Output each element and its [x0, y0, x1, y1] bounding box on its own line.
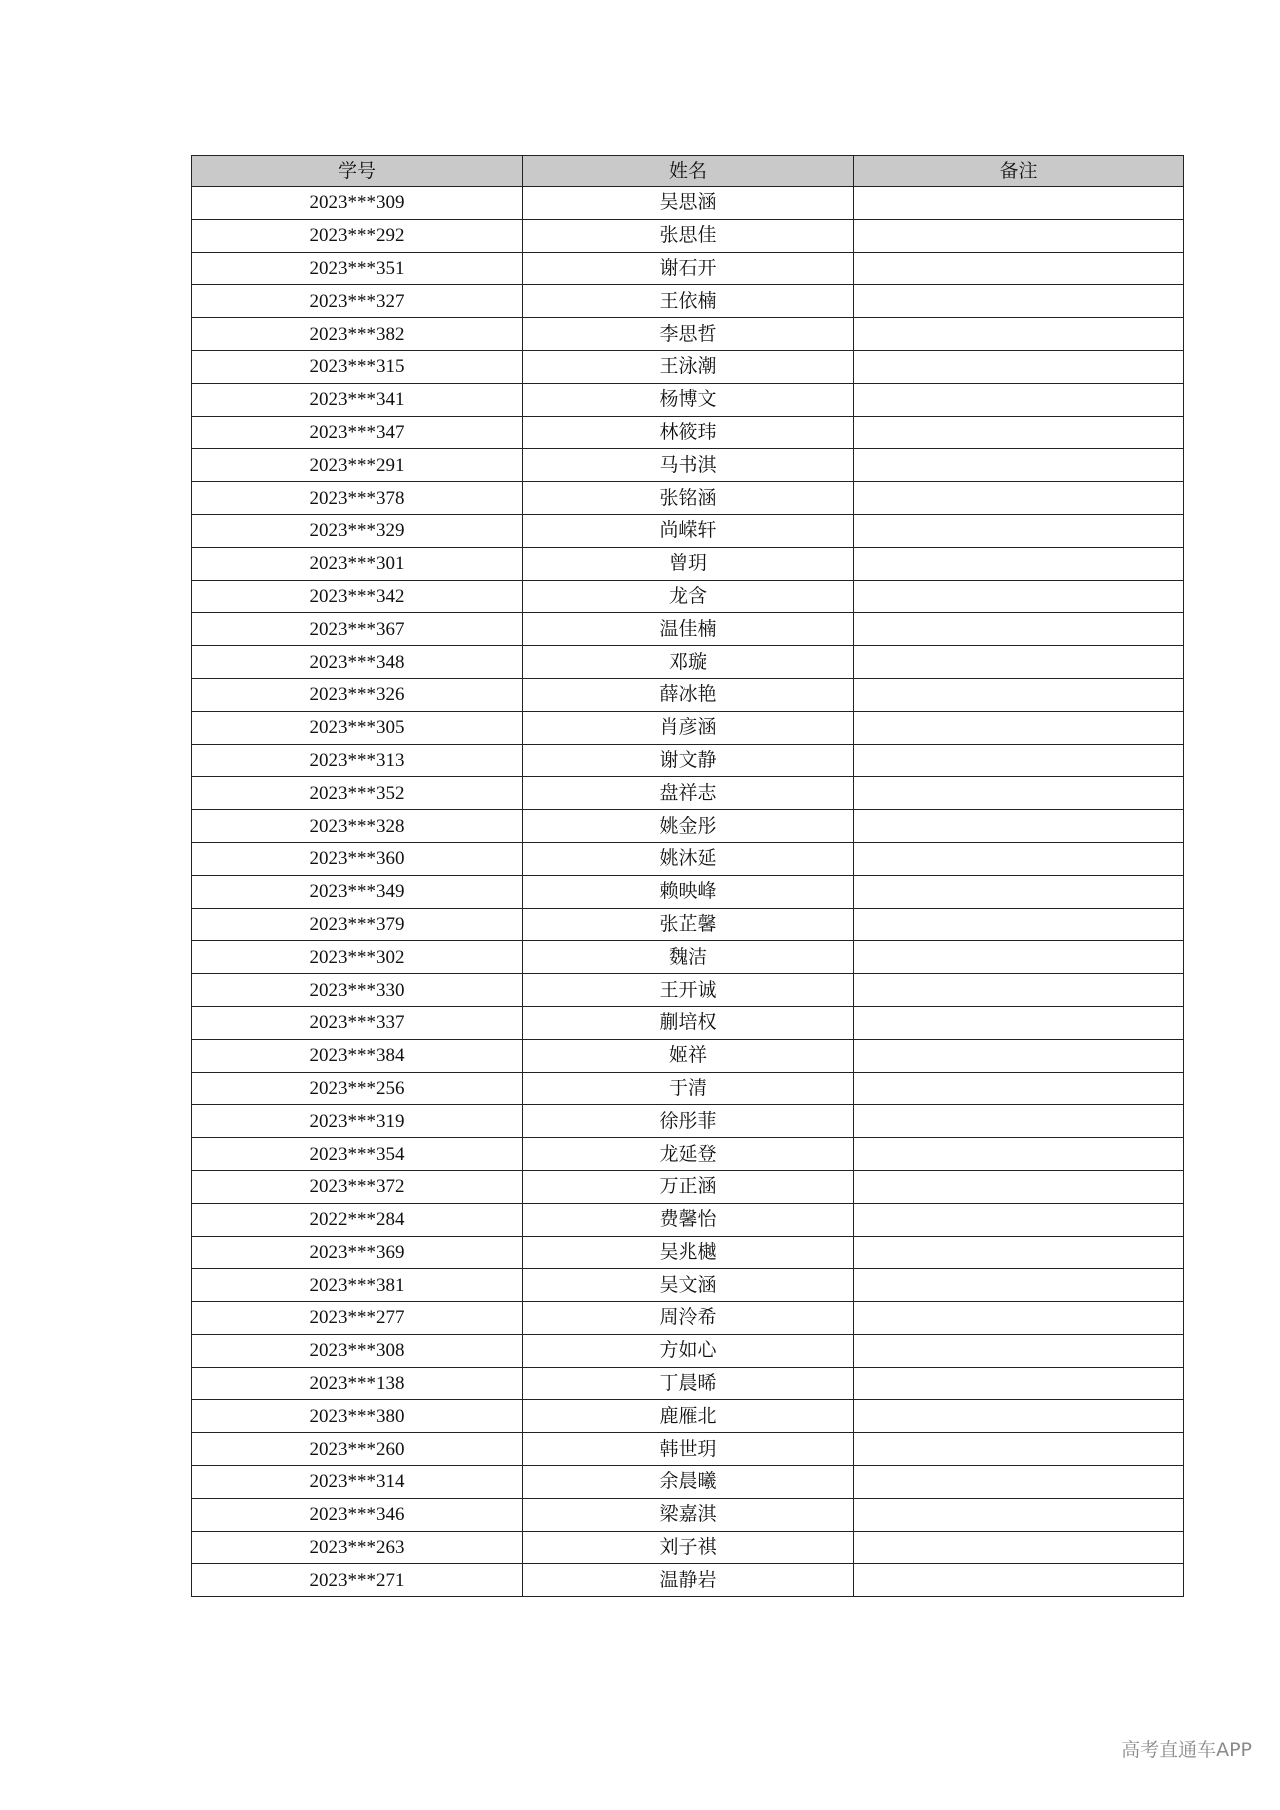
student-id-cell: 2023***378	[192, 482, 523, 515]
student-id-cell: 2023***315	[192, 350, 523, 383]
table-row	[192, 842, 1184, 875]
student-name-cell: 蒯培权	[523, 1006, 854, 1039]
remark-cell	[854, 252, 1184, 285]
remark-cell	[854, 1400, 1184, 1433]
student-id-cell: 2022***284	[192, 1203, 523, 1236]
student-id-cell: 2023***342	[192, 580, 523, 613]
remark-cell	[854, 318, 1184, 351]
student-id-cell: 2023***263	[192, 1531, 523, 1564]
remark-cell	[854, 1466, 1184, 1499]
student-id-cell: 2023***277	[192, 1302, 523, 1335]
header-name: 姓名	[523, 156, 854, 187]
table-row	[192, 875, 1184, 908]
table-row	[192, 514, 1184, 547]
remark-cell	[854, 350, 1184, 383]
remark-cell	[854, 547, 1184, 580]
student-id-cell: 2023***328	[192, 810, 523, 843]
student-name-cell: 温佳楠	[523, 613, 854, 646]
remark-cell	[854, 646, 1184, 679]
header-student-id: 学号	[192, 156, 523, 187]
student-name-cell: 梁嘉淇	[523, 1498, 854, 1531]
table-row	[192, 1170, 1184, 1203]
table-row	[192, 1072, 1184, 1105]
remark-cell	[854, 1531, 1184, 1564]
student-id-cell: 2023***341	[192, 383, 523, 416]
remark-cell	[854, 744, 1184, 777]
table-row	[192, 219, 1184, 252]
table-header	[192, 156, 1184, 187]
student-id-cell: 2023***313	[192, 744, 523, 777]
remark-cell	[854, 1039, 1184, 1072]
remark-cell	[854, 416, 1184, 449]
student-name-cell: 鹿雁北	[523, 1400, 854, 1433]
table-row	[192, 1564, 1184, 1597]
table-row	[192, 1367, 1184, 1400]
table-row	[192, 350, 1184, 383]
student-name-cell: 杨博文	[523, 383, 854, 416]
remark-cell	[854, 514, 1184, 547]
table-row	[192, 1433, 1184, 1466]
remark-cell	[854, 1367, 1184, 1400]
student-name-cell: 谢石开	[523, 252, 854, 285]
student-id-cell: 2023***384	[192, 1039, 523, 1072]
student-name-cell: 费馨怡	[523, 1203, 854, 1236]
remark-cell	[854, 974, 1184, 1007]
table-body	[192, 187, 1184, 1597]
student-name-cell: 丁晨晞	[523, 1367, 854, 1400]
student-id-cell: 2023***349	[192, 875, 523, 908]
table-row	[192, 777, 1184, 810]
table-row	[192, 383, 1184, 416]
table-row	[192, 974, 1184, 1007]
student-name-cell: 林筱玮	[523, 416, 854, 449]
student-id-cell: 2023***138	[192, 1367, 523, 1400]
student-id-cell: 2023***271	[192, 1564, 523, 1597]
remark-cell	[854, 810, 1184, 843]
header-remark: 备注	[854, 156, 1184, 187]
student-id-cell: 2023***351	[192, 252, 523, 285]
table-row	[192, 613, 1184, 646]
table-row	[192, 744, 1184, 777]
remark-cell	[854, 777, 1184, 810]
student-name-cell: 于清	[523, 1072, 854, 1105]
table-row	[192, 1203, 1184, 1236]
remark-cell	[854, 219, 1184, 252]
remark-cell	[854, 1105, 1184, 1138]
student-name-cell: 吴兆樾	[523, 1236, 854, 1269]
student-id-cell: 2023***292	[192, 219, 523, 252]
student-name-cell: 万正涵	[523, 1170, 854, 1203]
student-name-cell: 姚金彤	[523, 810, 854, 843]
student-id-cell: 2023***301	[192, 547, 523, 580]
table-row	[192, 941, 1184, 974]
student-name-cell: 王开诚	[523, 974, 854, 1007]
student-id-cell: 2023***329	[192, 514, 523, 547]
student-name-cell: 李思哲	[523, 318, 854, 351]
watermark-text: 高考直通车APP	[1121, 1739, 1252, 1761]
remark-cell	[854, 1564, 1184, 1597]
student-id-cell: 2023***381	[192, 1269, 523, 1302]
student-id-cell: 2023***309	[192, 187, 523, 220]
remark-cell	[854, 1498, 1184, 1531]
remark-cell	[854, 482, 1184, 515]
table-row	[192, 810, 1184, 843]
student-name-cell: 龙延登	[523, 1138, 854, 1171]
table-row	[192, 482, 1184, 515]
remark-cell	[854, 1170, 1184, 1203]
remark-cell	[854, 1203, 1184, 1236]
student-name-cell: 谢文静	[523, 744, 854, 777]
table-row	[192, 646, 1184, 679]
table-row	[192, 252, 1184, 285]
student-name-cell: 周泠希	[523, 1302, 854, 1335]
student-id-cell: 2023***337	[192, 1006, 523, 1039]
table-row	[192, 1039, 1184, 1072]
student-name-cell: 吴思涵	[523, 187, 854, 220]
student-id-cell: 2023***348	[192, 646, 523, 679]
remark-cell	[854, 875, 1184, 908]
student-name-cell: 盘祥志	[523, 777, 854, 810]
student-name-cell: 姬祥	[523, 1039, 854, 1072]
student-id-cell: 2023***308	[192, 1334, 523, 1367]
table-row	[192, 580, 1184, 613]
student-id-cell: 2023***346	[192, 1498, 523, 1531]
student-id-cell: 2023***347	[192, 416, 523, 449]
remark-cell	[854, 1006, 1184, 1039]
student-name-cell: 刘子祺	[523, 1531, 854, 1564]
student-id-cell: 2023***369	[192, 1236, 523, 1269]
student-name-cell: 邓璇	[523, 646, 854, 679]
header-row	[192, 156, 1184, 187]
student-id-cell: 2023***291	[192, 449, 523, 482]
table-row	[192, 1006, 1184, 1039]
student-id-cell: 2023***260	[192, 1433, 523, 1466]
student-name-cell: 龙含	[523, 580, 854, 613]
remark-cell	[854, 613, 1184, 646]
student-name-cell: 魏洁	[523, 941, 854, 974]
student-id-cell: 2023***319	[192, 1105, 523, 1138]
remark-cell	[854, 678, 1184, 711]
remark-cell	[854, 1138, 1184, 1171]
student-name-cell: 温静岩	[523, 1564, 854, 1597]
table-row	[192, 285, 1184, 318]
table-row	[192, 1334, 1184, 1367]
student-id-cell: 2023***352	[192, 777, 523, 810]
student-name-cell: 薛冰艳	[523, 678, 854, 711]
student-name-cell: 姚沐延	[523, 842, 854, 875]
remark-cell	[854, 1302, 1184, 1335]
student-name-cell: 余晨曦	[523, 1466, 854, 1499]
student-name-cell: 王泳潮	[523, 350, 854, 383]
student-id-cell: 2023***367	[192, 613, 523, 646]
student-name-cell: 曾玥	[523, 547, 854, 580]
student-name-cell: 赖映峰	[523, 875, 854, 908]
student-id-cell: 2023***330	[192, 974, 523, 1007]
remark-cell	[854, 285, 1184, 318]
student-name-cell: 尚嵘轩	[523, 514, 854, 547]
remark-cell	[854, 941, 1184, 974]
student-id-cell: 2023***256	[192, 1072, 523, 1105]
table-row	[192, 1466, 1184, 1499]
remark-cell	[854, 1334, 1184, 1367]
table-row	[192, 547, 1184, 580]
table-row	[192, 318, 1184, 351]
table-row	[192, 1105, 1184, 1138]
student-name-cell: 张思佳	[523, 219, 854, 252]
student-id-cell: 2023***360	[192, 842, 523, 875]
remark-cell	[854, 1236, 1184, 1269]
remark-cell	[854, 580, 1184, 613]
student-id-cell: 2023***327	[192, 285, 523, 318]
remark-cell	[854, 908, 1184, 941]
student-id-cell: 2023***380	[192, 1400, 523, 1433]
remark-cell	[854, 383, 1184, 416]
student-name-cell: 马书淇	[523, 449, 854, 482]
remark-cell	[854, 1269, 1184, 1302]
student-name-cell: 王依楠	[523, 285, 854, 318]
table-row	[192, 187, 1184, 220]
table-row	[192, 711, 1184, 744]
student-name-cell: 肖彦涵	[523, 711, 854, 744]
student-name-cell: 方如心	[523, 1334, 854, 1367]
remark-cell	[854, 449, 1184, 482]
table-row	[192, 1138, 1184, 1171]
student-id-cell: 2023***302	[192, 941, 523, 974]
remark-cell	[854, 187, 1184, 220]
remark-cell	[854, 711, 1184, 744]
table-row	[192, 1400, 1184, 1433]
student-name-cell: 吴文涵	[523, 1269, 854, 1302]
remark-cell	[854, 1072, 1184, 1105]
student-name-cell: 张铭涵	[523, 482, 854, 515]
table-row	[192, 1302, 1184, 1335]
student-id-cell: 2023***354	[192, 1138, 523, 1171]
student-id-cell: 2023***305	[192, 711, 523, 744]
student-name-cell: 韩世玥	[523, 1433, 854, 1466]
table-row	[192, 1498, 1184, 1531]
student-id-cell: 2023***379	[192, 908, 523, 941]
table-row	[192, 678, 1184, 711]
table-row	[192, 1531, 1184, 1564]
student-id-cell: 2023***326	[192, 678, 523, 711]
table-row	[192, 1269, 1184, 1302]
table-row	[192, 1236, 1184, 1269]
student-id-cell: 2023***372	[192, 1170, 523, 1203]
table-row	[192, 416, 1184, 449]
student-roster-table	[191, 155, 1184, 1597]
remark-cell	[854, 1433, 1184, 1466]
remark-cell	[854, 842, 1184, 875]
student-name-cell: 徐彤菲	[523, 1105, 854, 1138]
table-row	[192, 449, 1184, 482]
student-id-cell: 2023***314	[192, 1466, 523, 1499]
student-id-cell: 2023***382	[192, 318, 523, 351]
student-name-cell: 张芷馨	[523, 908, 854, 941]
table-row	[192, 908, 1184, 941]
